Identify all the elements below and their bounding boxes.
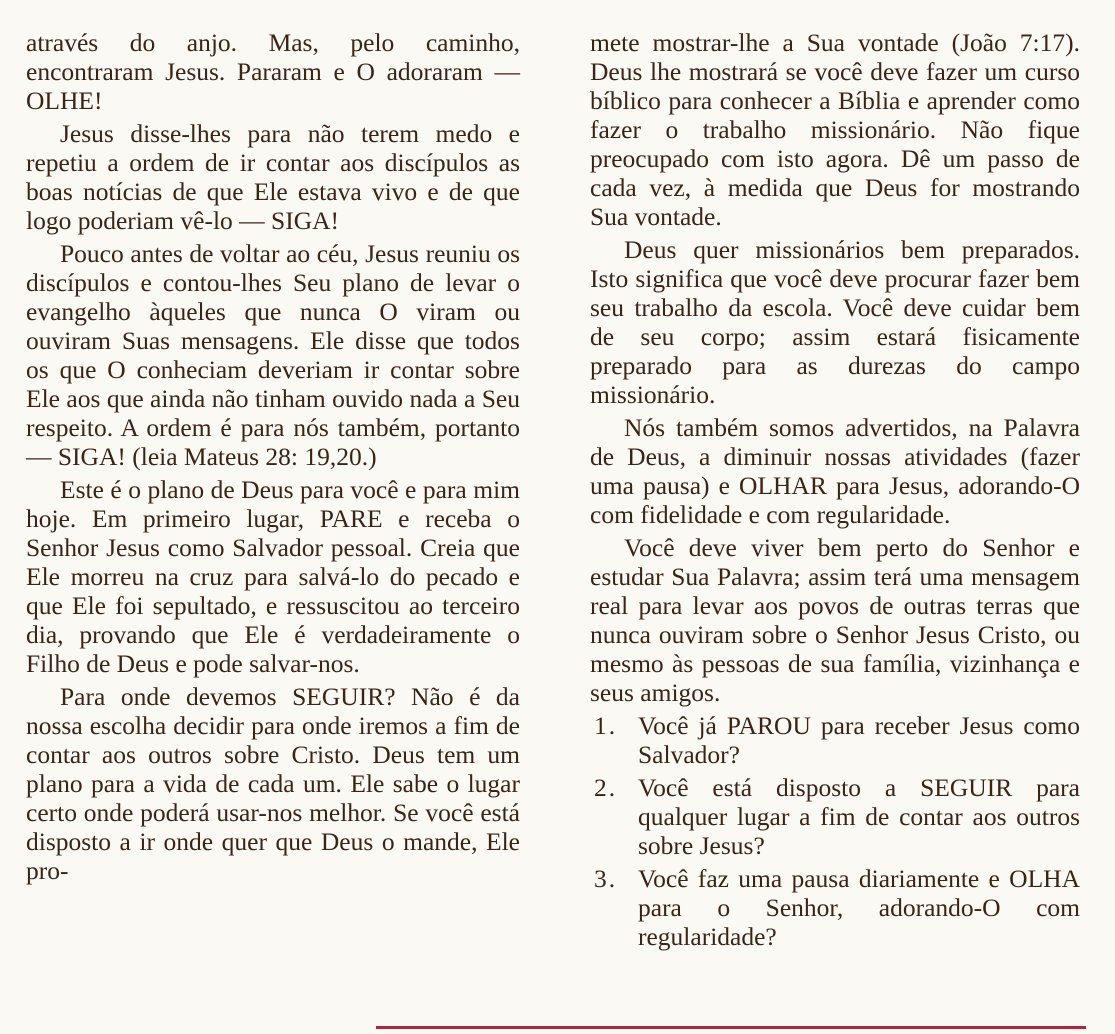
question-text: Você está disposto a SEGUIR para qualquer lugar a fim de contar aos outros sobre Jesus? (638, 773, 1080, 860)
question-number: 1. (594, 711, 618, 740)
question-number: 3. (594, 864, 618, 893)
right-column (590, 28, 1080, 955)
left-column (26, 28, 520, 889)
question-text: Você faz uma pausa diariamente e OLHA para o Senhor, adorando-O com regularidade? (638, 864, 1080, 951)
paragraph: Pouco antes de voltar ao céu, Jesus reuniu os discípulos e contou-lhes Seu plano de levar o evangelho àqueles que nunca O viram ou ouviram Suas mensagens. Ele disse que todos os que O conheciam deveriam ir contar sobre Ele aos que ainda não tinham ouvido nada a Seu respeito. A ordem é para nós também, portanto — SIGA! (leia Mateus 28: 19,20.) (26, 239, 520, 471)
paragraph: Jesus disse-lhes para não terem medo e repetiu a ordem de ir contar aos discípulos as boas notícias de que Ele estava vivo e de que logo poderiam vê-lo — SIGA! (26, 119, 520, 235)
paragraph: Para onde devemos SEGUIR? Não é da nossa escolha decidir para onde iremos a fim de contar aos outros sobre Cristo. Deus tem um plano para a vida de cada um. Ele sabe o lugar certo onde poderá usar-nos melhor. Se você está disposto a ir onde quer que Deus o mande, Ele pro- (26, 682, 520, 885)
question-item (590, 864, 1080, 951)
question-list (590, 711, 1080, 951)
question-text: Você já PAROU para receber Jesus como Salvador? (638, 711, 1080, 769)
paragraph: Você deve viver bem perto do Senhor e estudar Sua Palavra; assim terá uma mensagem real para levar aos povos de outras terras que nunca ouviram sobre o Senhor Jesus Cristo, ou mesmo às pessoas de sua família, vizinhança e seus amigos. (590, 533, 1080, 707)
paragraph: através do anjo. Mas, pelo caminho, encontraram Jesus. Pararam e O adoraram — OLHE! (26, 28, 520, 115)
paragraph: Este é o plano de Deus para você e para mim hoje. Em primeiro lugar, PARE e receba o Senhor Jesus como Salvador pessoal. Creia que Ele morreu na cruz para salvá-lo do pecado e que Ele foi sepultado, e ressuscitou ao terceiro dia, provando que Ele é verdadeiramente o Filho de Deus e pode salvar-nos. (26, 475, 520, 678)
paragraph: mete mostrar-lhe a Sua vontade (João 7:17). Deus lhe mostrará se você deve fazer um curso bíblico para conhecer a Bíblia e aprender como fazer o trabalho missionário. Não fique preocupado com isto agora. Dê um passo de cada vez, à medida que Deus for mostrando Sua vontade. (590, 28, 1080, 231)
question-item (590, 773, 1080, 860)
question-item (590, 711, 1080, 769)
bottom-divider (376, 1026, 1086, 1029)
paragraph: Deus quer missionários bem preparados. Isto significa que você deve procurar fazer bem seu trabalho da escola. Você deve cuidar bem de seu corpo; assim estará fisicamente preparado para as durezas do campo missionário. (590, 235, 1080, 409)
question-number: 2. (594, 773, 618, 802)
paragraph: Nós também somos advertidos, na Palavra de Deus, a diminuir nossas atividades (fazer uma pausa) e OLHAR para Jesus, adorando-O com fidelidade e com regularidade. (590, 413, 1080, 529)
